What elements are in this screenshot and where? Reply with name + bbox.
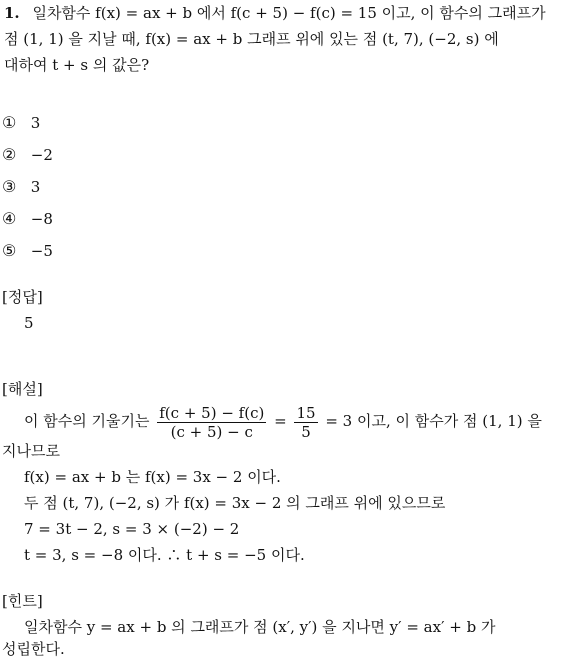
explanation-line-3: f(x) = ax + b 는 f(x) = 3x − 2 이다.	[24, 468, 281, 486]
slope-fraction-numerator: f(c + 5) − f(c)	[159, 403, 265, 422]
explanation-text-pre: 이 함수의 기울기는	[24, 412, 150, 430]
value-fraction-numerator: 15	[296, 403, 316, 422]
option-4[interactable]	[2, 208, 53, 230]
explanation-line-5: 7 = 3t − 2, s = 3 × (−2) − 2	[24, 520, 240, 538]
question-line-2: 점 (1, 1) 을 지날 때, f(x) = ax + b 그래프 위에 있는 점 (t, 7), (−2, s) 에	[4, 30, 499, 48]
explanation-text-post: = 3 이고, 이 함수가 점 (1, 1) 을	[325, 412, 542, 430]
explanation-title: [해설]	[2, 380, 43, 398]
slope-fraction	[157, 404, 266, 441]
value-fraction	[294, 404, 317, 441]
option-marker: ③	[2, 177, 17, 196]
option-value: 3	[30, 114, 41, 132]
option-value: 3	[30, 178, 41, 196]
explanation-line-4: 두 점 (t, 7), (−2, s) 가 f(x) = 3x − 2 의 그래프 위에 있으므로	[24, 494, 446, 512]
option-value: −8	[30, 210, 53, 228]
answer-title: [정답]	[2, 288, 43, 306]
option-1[interactable]	[2, 112, 40, 134]
answer-value: 5	[24, 314, 34, 332]
option-value: −2	[30, 146, 53, 164]
equals-sign: =	[274, 412, 287, 430]
hint-line-1: 일차함수 y = ax + b 의 그래프가 점 (x′, y′) 을 지나면 y′ = ax′ + b 가	[24, 618, 496, 636]
option-marker: ④	[2, 209, 17, 228]
option-5[interactable]	[2, 240, 53, 262]
explanation-line-1	[24, 398, 542, 444]
option-2[interactable]	[2, 144, 53, 166]
option-value: −5	[30, 242, 53, 260]
value-fraction-denominator: 5	[301, 422, 311, 441]
question-line-3: 대하여 t + s 의 값은?	[4, 56, 150, 74]
option-3[interactable]	[2, 176, 40, 198]
hint-title: [힌트]	[2, 592, 43, 610]
option-marker: ②	[2, 145, 17, 164]
slope-fraction-denominator: (c + 5) − c	[170, 422, 253, 441]
question-text-1: 일차함수 f(x) = ax + b 에서 f(c + 5) − f(c) = 15 이고, 이 함수의 그래프가	[32, 4, 546, 22]
question-number: 1.	[4, 4, 20, 22]
hint-line-2: 성립한다.	[2, 640, 65, 658]
option-marker: ①	[2, 113, 17, 132]
explanation-line-2: 지나므로	[2, 442, 60, 460]
question-line-1	[4, 2, 546, 24]
option-marker: ⑤	[2, 241, 17, 260]
explanation-line-6: t = 3, s = −8 이다. ∴ t + s = −5 이다.	[24, 546, 305, 564]
